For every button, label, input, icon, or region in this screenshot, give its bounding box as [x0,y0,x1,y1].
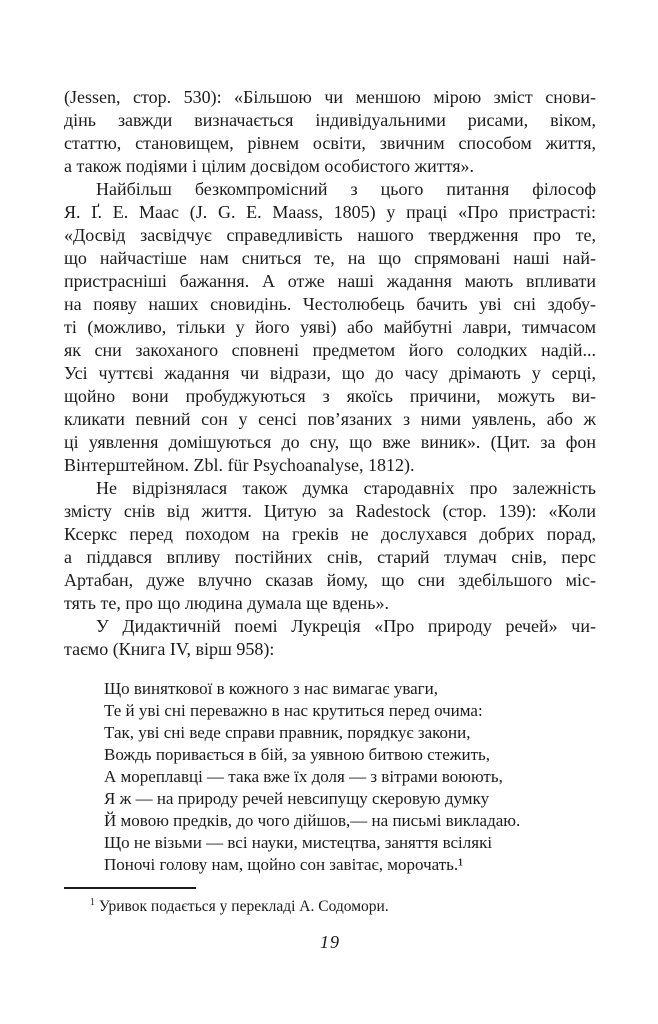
body-line: кликати певний сон у сенсі пов’язаних з ними уявлень, або ж [64,409,596,429]
poem-line: Поночі голову нам, щойно сон завітає, морочать.¹ [104,855,464,874]
paragraph [64,477,596,615]
poem-line: Що не візьми — всі науки, мистецтва, заняття всілякі [104,833,493,852]
body-line: Артабан, дуже влучно сказав йому, що сни здебільшого міс- [64,570,596,590]
body-line: тять те, про що людина думала ще вдень». [64,593,389,613]
poem-line: Вождь поривається в бій, за уявною битвою стежить, [104,745,491,764]
paragraph [64,615,596,661]
body-line: Не відрізнялася також думка стародавніх про залежність [96,478,596,498]
body-line: Я. Ґ. Е. Маас (J. G. E. Maass, 1805) у праці «Про пристрасті: [64,202,596,222]
body-line: дінь завжди визначається індивідуальними рисами, віком, [64,110,596,130]
body-line: а піддався впливу постійних снів, старий тлумач снів, перс [64,547,596,567]
poem-line: А мореплавці — така вже їх доля — з вітрами воюють, [104,767,503,786]
footnote-body: Уривок подається у перекладі А. Содомори. [98,898,389,915]
body-line: Вінтерштейном. Zbl. für Psychoanalyse, 1812). [64,455,415,475]
poem-line: Те й уві сні переважно в нас крутиться перед очима: [104,701,483,720]
body-line: Ксеркс перед походом на греків не дослухався добрих порад, [64,524,596,544]
body-line: Найбільш безкомпромісний з цього питання філософ [96,179,596,199]
body-line: ті (можливо, тільки у його уяві) або майбутні лаври, тимчасом [64,317,596,337]
body-line: пристрасніші бажання. А отже наші жадання мають впливати [64,271,596,291]
body-line: а також подіями і цілим досвідом особистого життя». [64,156,475,176]
body-line: щойно вони пробуджуються з якоїсь причини, можуть ви- [64,386,596,406]
body-line: Усі чуттєві жадання чи відрази, що до часу дрімають у серці, [64,363,596,383]
poem-line: Я ж — на природу речей невсипущу скеровую думку [104,789,490,808]
poem-line: Й мовою предків, до чого дійшов,— на письмі викладаю. [104,811,521,830]
poem-line: Так, уві сні веде справи правник, порядкує закони, [104,723,471,742]
footnote [64,887,596,917]
footnote-text [64,896,596,917]
body-line: (Jessen, стор. 530): «Більшою чи меншою мірою зміст снови- [64,87,596,107]
poem-line: Що виняткової в кожного з нас вимагає уваги, [104,679,438,698]
footnote-separator [64,887,196,889]
paragraph [64,86,596,178]
body-line: У Дидактичній поемі Лукреція «Про природу речей» чи- [96,616,596,636]
body-line: «Досвід засвідчує справедливість нашого твердження про те, [64,225,596,245]
text-block [64,86,596,876]
paragraph [64,178,596,477]
page-number: 19 [320,932,340,952]
body-line: як сни закоханого сповнені предметом його солодких надій... [64,340,596,360]
body-line: таємо (Книга IV, вірш 958): [64,639,275,659]
body-line: змісту снів від життя. Цитую за Radestock (стор. 139): «Коли [64,501,596,521]
body-line: на появу наших сновидінь. Честолюбець бачить уві сні здобу- [64,294,596,314]
footnote-marker: 1 [90,896,95,908]
poem-block [104,678,596,876]
body-line: статтю, становищем, рівнем освіти, звичним способом життя, [64,133,596,153]
body-line: що найчастіше нам сниться те, на що спрямовані наші най- [64,248,596,268]
body-line: ці уявлення домішуються до сну, що вже виник». (Цит. за фон [64,432,596,452]
